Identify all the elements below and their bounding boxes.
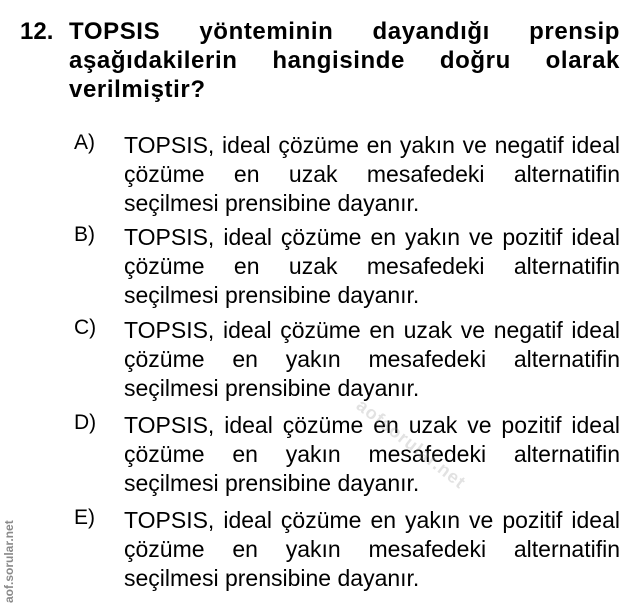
question-number: 12.: [20, 18, 54, 45]
option-text: TOPSIS, ideal çözüme en yakın ve negatif ideal çözüme en uzak mesafedeki alternatifin seçilmesi prensibine dayanır.: [124, 132, 620, 216]
option-text: TOPSIS, ideal çözüme en uzak ve pozitif ideal çözüme en yakın mesafedeki alternatifin seçilmesi prensibine dayanır.: [124, 412, 620, 496]
question-stem: TOPSIS yönteminin dayandığı prensip aşağıdakilerin hangisinde doğru olarak verilmiştir?: [69, 18, 620, 103]
option-letter: B): [74, 223, 95, 246]
option-letter: E): [74, 506, 95, 529]
option-text: TOPSIS, ideal çözüme en yakın ve pozitif ideal çözüme en uzak mesafedeki alternatifin seçilmesi prensibine dayanır.: [124, 224, 620, 308]
option-letter: A): [74, 131, 95, 154]
side-watermark: aof.sorular.net: [2, 520, 16, 603]
option-letter: D): [74, 411, 97, 434]
option-letter: C): [74, 316, 97, 339]
center-watermark: aofsorular.net: [352, 395, 470, 493]
option-text: TOPSIS, ideal çözüme en uzak ve negatif ideal çözüme en yakın mesafedeki alternatifin seçilmesi prensibine dayanır.: [124, 317, 620, 401]
option-text: TOPSIS, ideal çözüme en yakın ve pozitif ideal çözüme en yakın mesafedeki alternatifin seçilmesi prensibine dayanır.: [124, 507, 620, 591]
